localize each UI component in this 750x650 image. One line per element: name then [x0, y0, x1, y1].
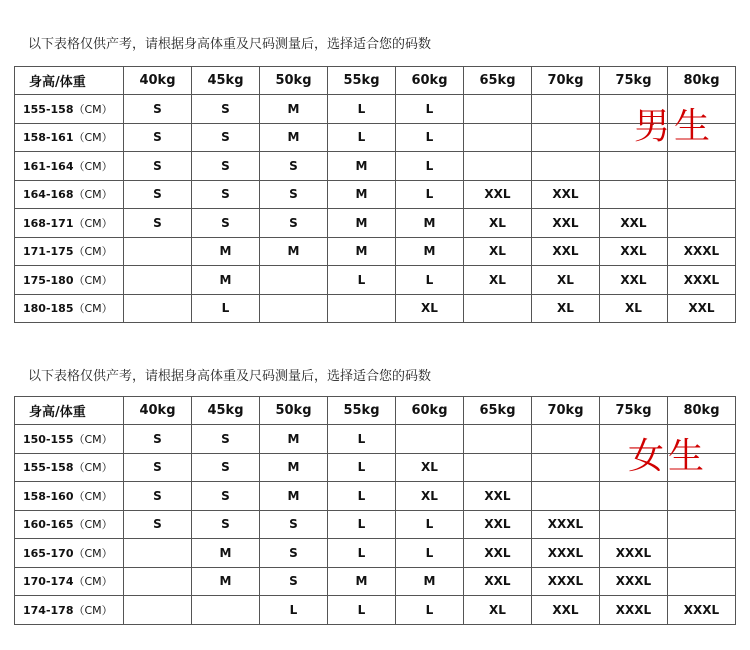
size-cell: XL: [464, 237, 532, 266]
size-cell: [192, 596, 260, 625]
size-cell: M: [396, 209, 464, 238]
size-cell: S: [192, 482, 260, 511]
women-header-row: [15, 397, 736, 425]
men-size-table: [14, 66, 736, 323]
size-cell: [532, 482, 600, 511]
size-cell: S: [192, 510, 260, 539]
size-cell: [260, 294, 328, 323]
size-cell: XL: [464, 209, 532, 238]
size-cell: S: [192, 95, 260, 124]
weight-header: 70kg: [532, 397, 600, 425]
size-cell: [668, 567, 736, 596]
size-cell: XXL: [532, 237, 600, 266]
size-cell: S: [124, 425, 192, 454]
size-cell: S: [260, 510, 328, 539]
height-range-cell: [15, 482, 124, 511]
size-cell: S: [260, 152, 328, 181]
height-range: 160-165: [23, 518, 74, 532]
table-row: [15, 567, 736, 596]
size-cell: L: [396, 152, 464, 181]
size-cell: L: [328, 539, 396, 568]
weight-header: 60kg: [396, 397, 464, 425]
height-range: 150-155: [23, 432, 74, 446]
size-cell: XXXL: [668, 596, 736, 625]
size-cell: [668, 482, 736, 511]
size-cell: XXL: [464, 539, 532, 568]
size-cell: XXL: [600, 266, 668, 295]
size-cell: M: [328, 567, 396, 596]
height-unit: （CM）: [73, 159, 113, 173]
size-cell: M: [192, 237, 260, 266]
size-cell: L: [260, 596, 328, 625]
size-cell: S: [260, 180, 328, 209]
height-unit: （CM）: [73, 302, 113, 316]
size-cell: M: [192, 266, 260, 295]
height-range: 155-158: [23, 102, 74, 116]
size-cell: S: [124, 180, 192, 209]
size-cell: L: [396, 266, 464, 295]
size-cell: [124, 567, 192, 596]
size-cell: [464, 152, 532, 181]
size-cell: S: [260, 567, 328, 596]
size-cell: [600, 152, 668, 181]
table-row: [15, 123, 736, 152]
size-cell: S: [192, 123, 260, 152]
size-cell: M: [328, 209, 396, 238]
size-cell: XXXL: [600, 539, 668, 568]
size-cell: L: [396, 539, 464, 568]
height-unit: （CM）: [73, 432, 113, 446]
size-cell: XXXL: [532, 567, 600, 596]
height-range: 165-170: [23, 546, 74, 560]
size-cell: L: [396, 180, 464, 209]
table-row: [15, 95, 736, 124]
height-unit: （CM）: [73, 546, 113, 560]
size-cell: M: [260, 453, 328, 482]
height-range: 164-168: [23, 188, 74, 202]
size-cell: [124, 237, 192, 266]
height-range-cell: [15, 95, 124, 124]
size-cell: XL: [464, 266, 532, 295]
size-cell: [532, 425, 600, 454]
weight-header: 40kg: [124, 67, 192, 95]
women-corner-header: 身高/体重: [15, 397, 124, 425]
size-cell: XXL: [600, 209, 668, 238]
height-range-cell: [15, 294, 124, 323]
size-cell: [668, 180, 736, 209]
table-row: [15, 482, 736, 511]
height-unit: （CM）: [73, 273, 113, 287]
height-range: 158-161: [23, 131, 74, 145]
women-note: 以下表格仅供产考，请根据身高体重及尺码测量后，选择适合您的码数: [28, 369, 432, 384]
size-cell: L: [328, 95, 396, 124]
size-cell: [532, 95, 600, 124]
height-unit: （CM）: [73, 188, 113, 202]
height-range-cell: [15, 453, 124, 482]
size-cell: S: [192, 425, 260, 454]
height-unit: （CM）: [73, 518, 113, 532]
weight-header: 50kg: [260, 397, 328, 425]
height-range-cell: [15, 180, 124, 209]
size-cell: S: [260, 539, 328, 568]
size-cell: [668, 510, 736, 539]
size-cell: L: [328, 123, 396, 152]
height-unit: （CM）: [73, 245, 113, 259]
size-cell: [532, 152, 600, 181]
size-cell: [532, 453, 600, 482]
height-unit: （CM）: [73, 489, 113, 503]
size-cell: [124, 596, 192, 625]
size-cell: M: [328, 180, 396, 209]
table-row: [15, 209, 736, 238]
size-cell: XXL: [464, 510, 532, 539]
size-cell: XXL: [668, 294, 736, 323]
size-cell: S: [124, 510, 192, 539]
men-gender-label: 男生: [634, 106, 715, 147]
size-cell: [668, 209, 736, 238]
weight-header: 65kg: [464, 67, 532, 95]
size-cell: XXL: [464, 567, 532, 596]
size-cell: L: [192, 294, 260, 323]
height-range: 180-185: [23, 302, 74, 316]
size-cell: XXL: [532, 209, 600, 238]
height-range: 155-158: [23, 461, 74, 475]
height-range-cell: [15, 266, 124, 295]
weight-header: 80kg: [668, 397, 736, 425]
size-cell: M: [328, 237, 396, 266]
size-cell: L: [328, 482, 396, 511]
weight-header: 55kg: [328, 397, 396, 425]
height-unit: （CM）: [73, 575, 113, 589]
weight-header: 50kg: [260, 67, 328, 95]
men-header-row: [15, 67, 736, 95]
height-range: 171-175: [23, 245, 74, 259]
size-cell: XXXL: [600, 596, 668, 625]
height-range-cell: [15, 539, 124, 568]
weight-header: 65kg: [464, 397, 532, 425]
height-range: 174-178: [23, 603, 74, 617]
weight-header: 60kg: [396, 67, 464, 95]
size-cell: [600, 482, 668, 511]
size-cell: S: [192, 180, 260, 209]
size-cell: M: [192, 539, 260, 568]
size-cell: [328, 294, 396, 323]
size-cell: [668, 539, 736, 568]
men-corner-header: 身高/体重: [15, 67, 124, 95]
height-range-cell: [15, 209, 124, 238]
size-cell: L: [328, 425, 396, 454]
size-cell: M: [396, 567, 464, 596]
height-range: 158-160: [23, 489, 74, 503]
height-range: 175-180: [23, 273, 74, 287]
size-cell: M: [192, 567, 260, 596]
size-cell: [668, 152, 736, 181]
weight-header: 70kg: [532, 67, 600, 95]
women-section: [14, 366, 736, 625]
size-cell: S: [124, 482, 192, 511]
height-unit: （CM）: [73, 216, 113, 230]
height-range-cell: [15, 152, 124, 181]
size-cell: XXL: [464, 482, 532, 511]
size-cell: [600, 510, 668, 539]
height-range-cell: [15, 425, 124, 454]
size-cell: S: [124, 453, 192, 482]
size-cell: L: [328, 510, 396, 539]
size-cell: [124, 539, 192, 568]
height-range: 168-171: [23, 216, 74, 230]
size-cell: L: [396, 596, 464, 625]
size-cell: XL: [396, 482, 464, 511]
size-cell: [464, 453, 532, 482]
weight-header: 75kg: [600, 397, 668, 425]
size-cell: XXXL: [600, 567, 668, 596]
size-cell: [124, 266, 192, 295]
size-cell: M: [396, 237, 464, 266]
women-gender-label: 女生: [628, 436, 709, 477]
size-cell: S: [192, 453, 260, 482]
table-row: [15, 539, 736, 568]
size-cell: XXL: [532, 596, 600, 625]
size-cell: M: [260, 482, 328, 511]
size-cell: S: [260, 209, 328, 238]
size-cell: [464, 123, 532, 152]
size-cell: [600, 180, 668, 209]
table-row: [15, 152, 736, 181]
size-cell: XXXL: [532, 510, 600, 539]
table-row: [15, 180, 736, 209]
men-note: 以下表格仅供产考，请根据身高体重及尺码测量后，选择适合您的码数: [28, 37, 432, 52]
size-cell: L: [396, 123, 464, 152]
height-range-cell: [15, 237, 124, 266]
size-cell: XL: [600, 294, 668, 323]
size-cell: [260, 266, 328, 295]
weight-header: 45kg: [192, 67, 260, 95]
size-cell: [124, 294, 192, 323]
weight-header: 80kg: [668, 67, 736, 95]
size-cell: XL: [464, 596, 532, 625]
size-cell: S: [124, 152, 192, 181]
table-row: [15, 294, 736, 323]
size-cell: XXXL: [532, 539, 600, 568]
table-row: [15, 596, 736, 625]
size-cell: L: [328, 266, 396, 295]
size-cell: M: [260, 237, 328, 266]
size-cell: L: [328, 453, 396, 482]
size-cell: [464, 294, 532, 323]
size-cell: L: [396, 510, 464, 539]
size-cell: XXL: [464, 180, 532, 209]
height-unit: （CM）: [73, 603, 113, 617]
size-cell: M: [260, 123, 328, 152]
height-unit: （CM）: [73, 131, 113, 145]
table-row: [15, 237, 736, 266]
size-cell: XXXL: [668, 237, 736, 266]
weight-header: 40kg: [124, 397, 192, 425]
height-range: 170-174: [23, 575, 74, 589]
table-row: [15, 510, 736, 539]
height-range-cell: [15, 123, 124, 152]
size-cell: L: [396, 95, 464, 124]
size-cell: XXL: [532, 180, 600, 209]
size-cell: S: [192, 209, 260, 238]
size-cell: XL: [396, 294, 464, 323]
height-range-cell: [15, 510, 124, 539]
table-row: [15, 266, 736, 295]
weight-header: 75kg: [600, 67, 668, 95]
size-cell: M: [328, 152, 396, 181]
height-range: 161-164: [23, 159, 74, 173]
height-unit: （CM）: [73, 461, 113, 475]
size-cell: S: [192, 152, 260, 181]
size-cell: XXXL: [668, 266, 736, 295]
weight-header: 55kg: [328, 67, 396, 95]
size-cell: S: [124, 123, 192, 152]
size-cell: [464, 95, 532, 124]
size-cell: XXL: [600, 237, 668, 266]
height-range-cell: [15, 567, 124, 596]
size-cell: XL: [532, 294, 600, 323]
size-cell: S: [124, 95, 192, 124]
size-cell: L: [328, 596, 396, 625]
size-cell: M: [260, 425, 328, 454]
men-section: [14, 34, 736, 323]
size-cell: [532, 123, 600, 152]
size-cell: S: [124, 209, 192, 238]
height-unit: （CM）: [73, 102, 113, 116]
height-range-cell: [15, 596, 124, 625]
size-cell: XL: [532, 266, 600, 295]
weight-header: 45kg: [192, 397, 260, 425]
size-cell: [396, 425, 464, 454]
size-cell: [464, 425, 532, 454]
size-cell: M: [260, 95, 328, 124]
size-cell: XL: [396, 453, 464, 482]
